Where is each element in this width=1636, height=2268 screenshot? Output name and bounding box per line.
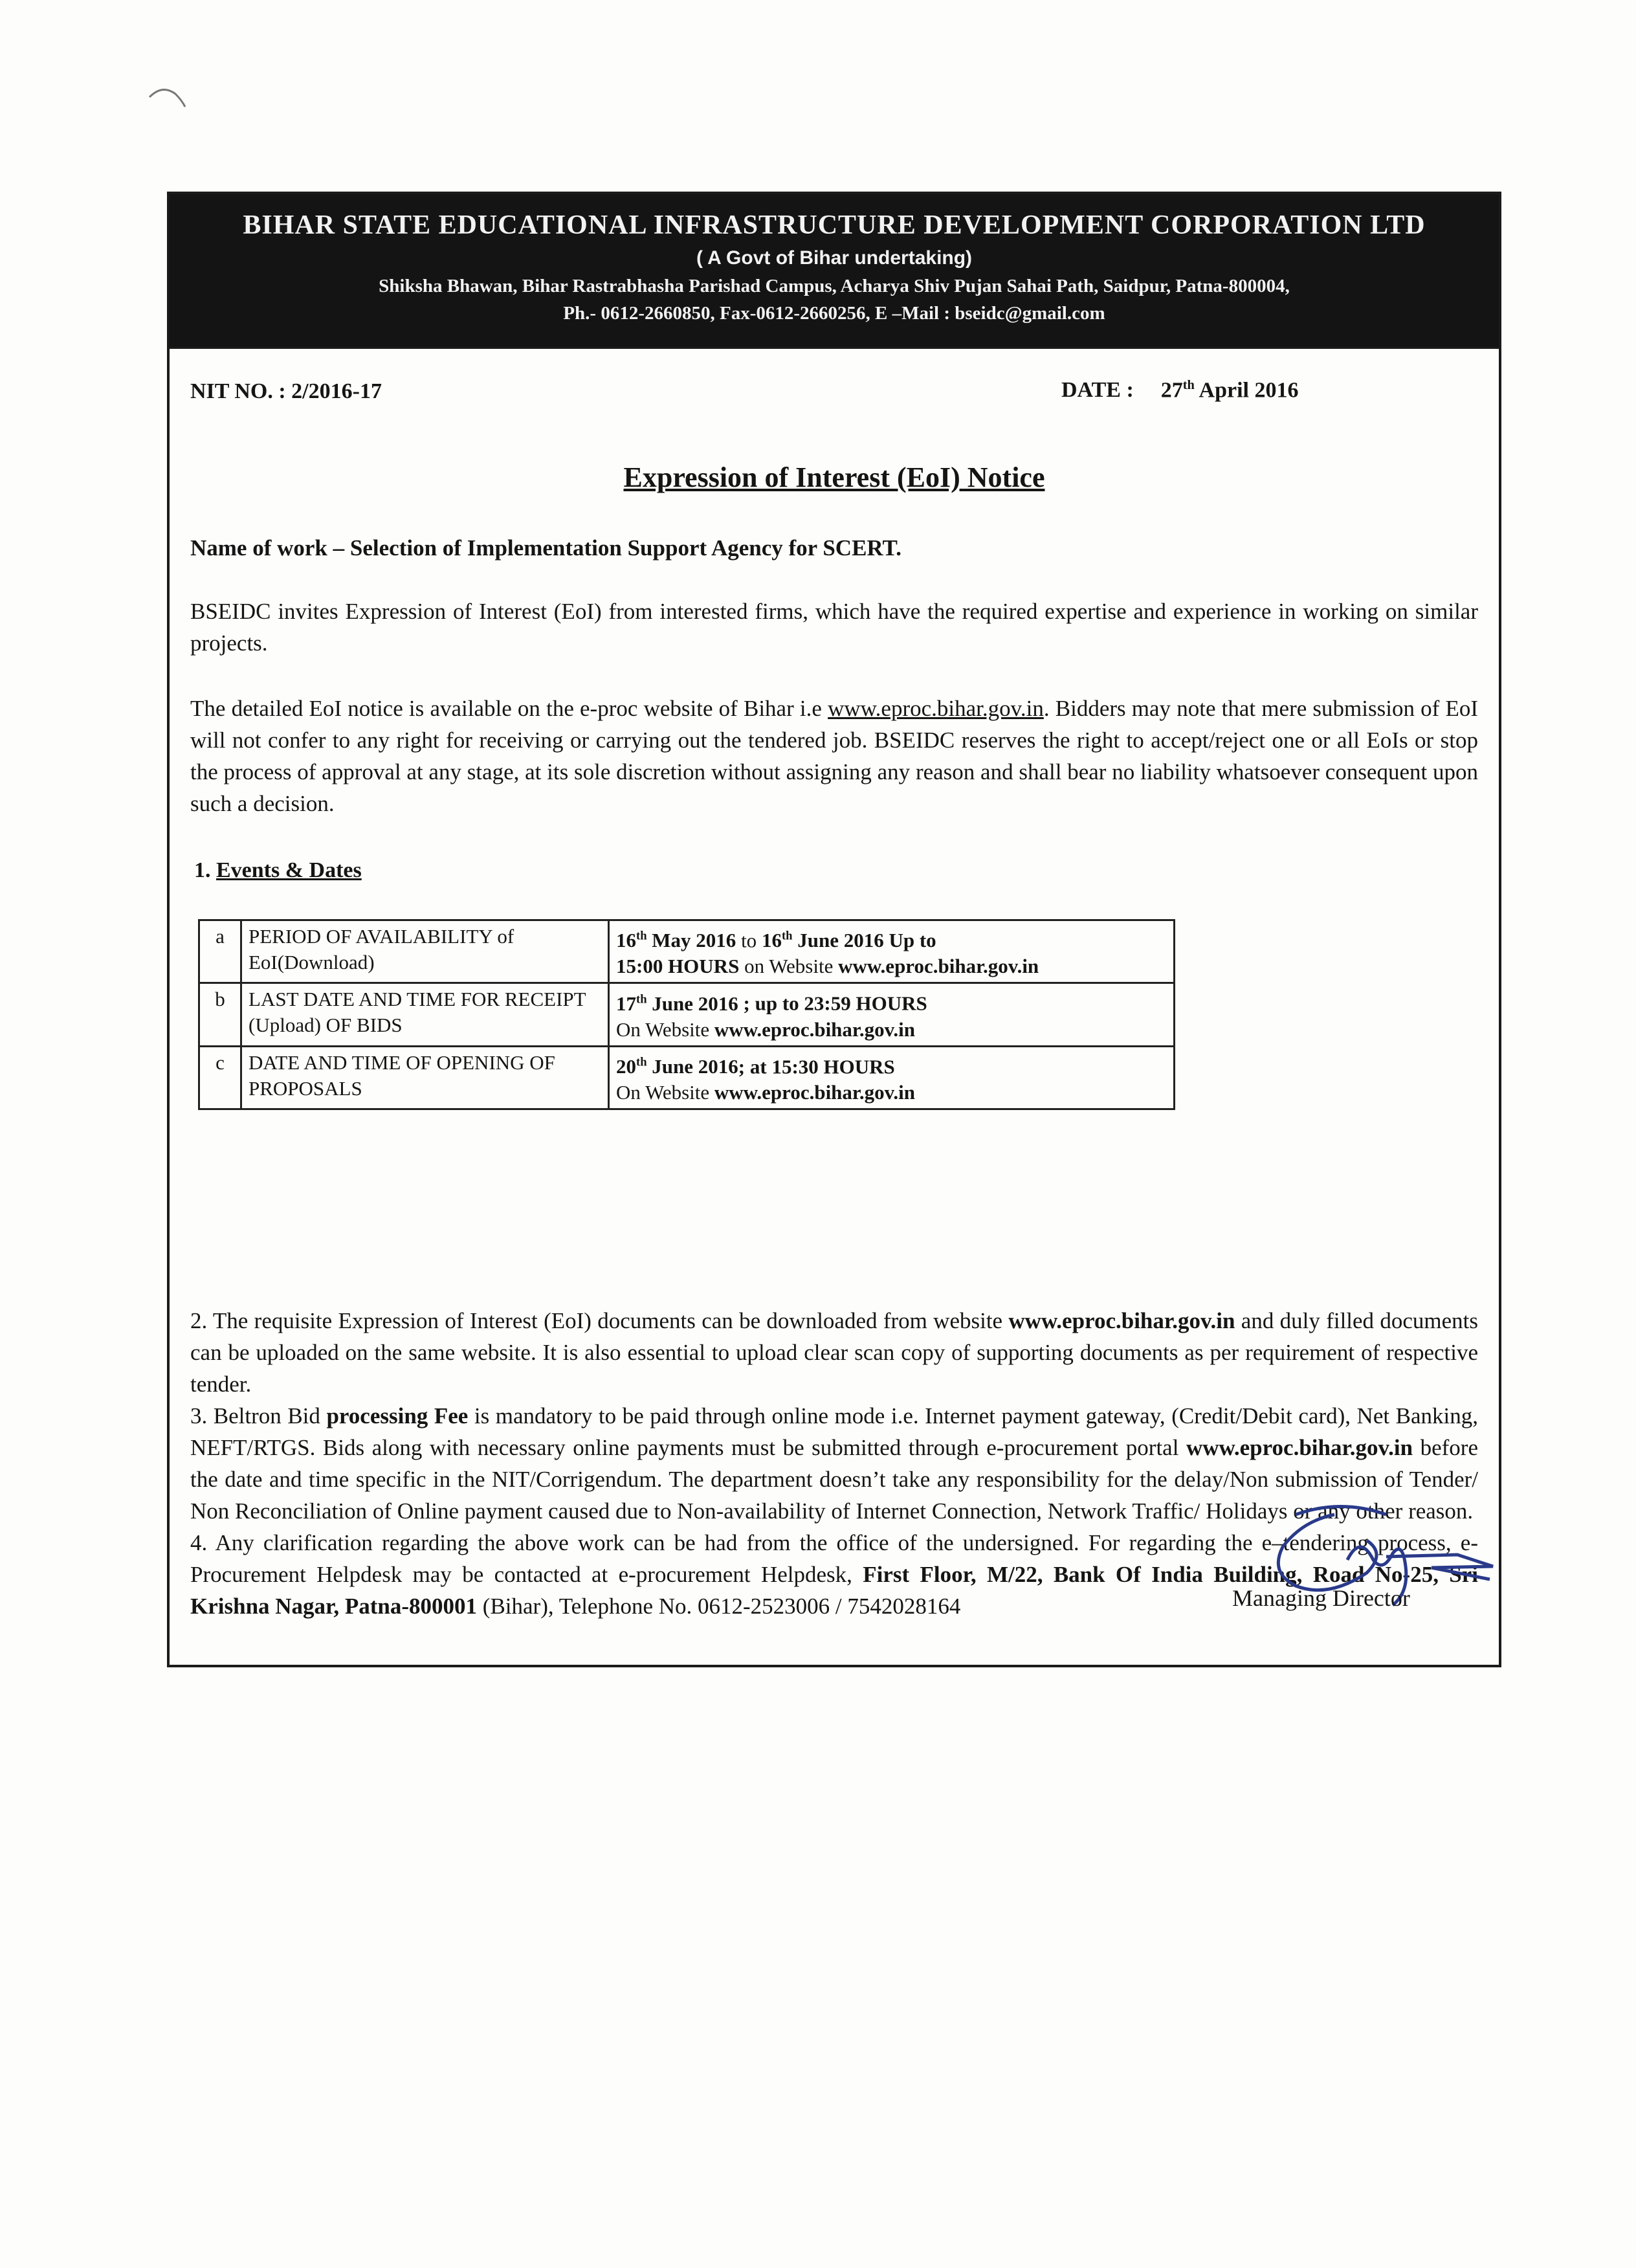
events-table: [198, 919, 1175, 1110]
end-suffix: th: [781, 929, 793, 943]
event-date: [609, 1046, 1175, 1109]
item-4-address: First Floor, M/22, Bank Of India Building, Road No-25, Sri Krishna Nagar, Patna-800001: [190, 1562, 1478, 1619]
date-day: 27: [1160, 378, 1183, 403]
events-number: 1.: [194, 858, 216, 882]
event-time: ; up to 23:59 HOURS: [738, 992, 927, 1015]
item-3-bold: processing Fee: [326, 1403, 469, 1429]
event-month: June 2016: [647, 1054, 738, 1078]
event-time: ; at 15:30 HOURS: [738, 1054, 895, 1078]
org-contact: Ph.- 0612-2660850, Fax-0612-2660256, E –Mail : bseidc@gmail.com: [563, 303, 1105, 324]
detail-text-end: . Bidders may note that mere submission of EoI will not confer to any right for receiving or carrying out the tendered job. BSEIDC reserves the right to accept/reject one or all EoIs or stop the process of approval at any stage, at its sole discretion without assigning any reason and shall bear no liability whatsoever consequent upon such a decision.: [190, 696, 1478, 816]
item-3-text: 3. Beltron Bid: [190, 1403, 327, 1429]
event-date: [609, 920, 1175, 983]
table-row: [199, 1046, 1175, 1109]
scan-mark: [146, 78, 198, 117]
events-heading: [194, 858, 362, 883]
row-letter: c: [199, 1046, 241, 1109]
row-letter: b: [199, 983, 241, 1046]
item-2-text: 2. The requisite Expression of Interest (EoI) documents can be downloaded from website: [190, 1308, 1009, 1333]
event-day: 20: [616, 1054, 636, 1078]
to-text: to: [736, 929, 762, 952]
event-suffix: th: [636, 1055, 647, 1069]
item-3-link[interactable]: www.eproc.bihar.gov.in: [1186, 1435, 1413, 1460]
name-of-work: Name of work – Selection of Implementation Support Agency for SCERT.: [190, 535, 901, 561]
org-name: BIHAR STATE EDUCATIONAL INFRASTRUCTURE DEVELOPMENT CORPORATION LTD: [243, 210, 1426, 240]
website-link[interactable]: www.eproc.bihar.gov.in: [714, 1080, 915, 1104]
end-day: 16: [761, 929, 782, 952]
event-date: [609, 983, 1175, 1046]
date-suffix: th: [1182, 378, 1195, 392]
on-website: on Website: [739, 955, 839, 978]
table-row: [199, 920, 1175, 983]
org-address: Shiksha Bhawan, Bihar Rastrabhasha Parishad Campus, Acharya Shiv Pujan Sahai Path, Saidpur, Patna-800004,: [379, 276, 1290, 296]
signatory-title: Managing Director: [1232, 1585, 1410, 1611]
website-link[interactable]: www.eproc.bihar.gov.in: [838, 955, 1039, 978]
table-row: [199, 983, 1175, 1046]
letterhead: [170, 194, 1499, 349]
start-suffix: th: [636, 929, 647, 943]
event-name: LAST DATE AND TIME FOR RECEIPT (Upload) OF BIDS: [241, 983, 609, 1046]
org-subtitle: ( A Govt of Bihar undertaking): [696, 247, 973, 269]
website-link[interactable]: www.eproc.bihar.gov.in: [714, 1017, 915, 1041]
on-website: On Website: [616, 1017, 714, 1041]
notice-frame: [167, 192, 1501, 1667]
event-name: PERIOD OF AVAILABILITY of EoI(Download): [241, 920, 609, 983]
events-title: Events & Dates: [216, 858, 362, 882]
nit-number: NIT NO. : 2/2016-17: [190, 379, 382, 403]
notice-date: [1061, 378, 1298, 403]
date-label: DATE :: [1061, 378, 1134, 403]
item-3-text-mid: is mandatory to be paid through online mode i.e. Internet payment gateway, (Credit/Debit card), Net Banking, NEFT/RTGS. Bids along with necessary online payments must be submitted through e-procurement portal: [190, 1403, 1478, 1460]
item-3-text-end: before the date and time specific in the NIT/Corrigendum. The department doesn’t take any responsibility for the delay/Non submission of Tender/ Non Reconciliation of Online payment caused due to Non-availability of Internet Connection, Network Traffic/ Holidays or any other reason.: [190, 1435, 1478, 1524]
event-name: DATE AND TIME OF OPENING OF PROPOSALS: [241, 1046, 609, 1109]
item-4-text: 4. Any clarification regarding the above work can be had from the office of the undersigned. For regarding the e–tendering process, e-Procurement Helpdesk may be contacted at e-procurement Helpdesk,: [190, 1530, 1478, 1587]
event-day: 17: [616, 992, 636, 1015]
intro-paragraph: BSEIDC invites Expression of Interest (EoI) from interested firms, which have the required expertise and experience in working on similar projects.: [190, 599, 1478, 656]
detail-paragraph: [190, 693, 1478, 819]
on-website: On Website: [616, 1080, 714, 1104]
start-day: 16: [616, 929, 636, 952]
item-2-link[interactable]: www.eproc.bihar.gov.in: [1008, 1308, 1235, 1333]
detail-text-start: The detailed EoI notice is available on the e-proc website of Bihar i.e: [190, 696, 828, 721]
item-4-text-end: (Bihar), Telephone No. 0612-2523006 / 7542028164: [477, 1594, 961, 1619]
event-month: June 2016: [647, 992, 738, 1015]
item-2: [190, 1305, 1478, 1400]
start-month: May 2016: [647, 929, 736, 952]
eproc-link[interactable]: www.eproc.bihar.gov.in: [828, 696, 1044, 721]
event-suffix: th: [636, 992, 647, 1006]
event-time: 15:00 HOURS: [616, 955, 740, 978]
row-letter: a: [199, 920, 241, 983]
notice-title: Expression of Interest (EoI) Notice: [623, 461, 1045, 493]
date-rest: April 2016: [1194, 378, 1299, 403]
end-month: June 2016 Up to: [792, 929, 936, 952]
item-2-text-end: and duly filled documents can be uploaded on the same website. It is also essential to upload clear scan copy of supporting documents as per requirement of respective tender.: [190, 1308, 1479, 1397]
